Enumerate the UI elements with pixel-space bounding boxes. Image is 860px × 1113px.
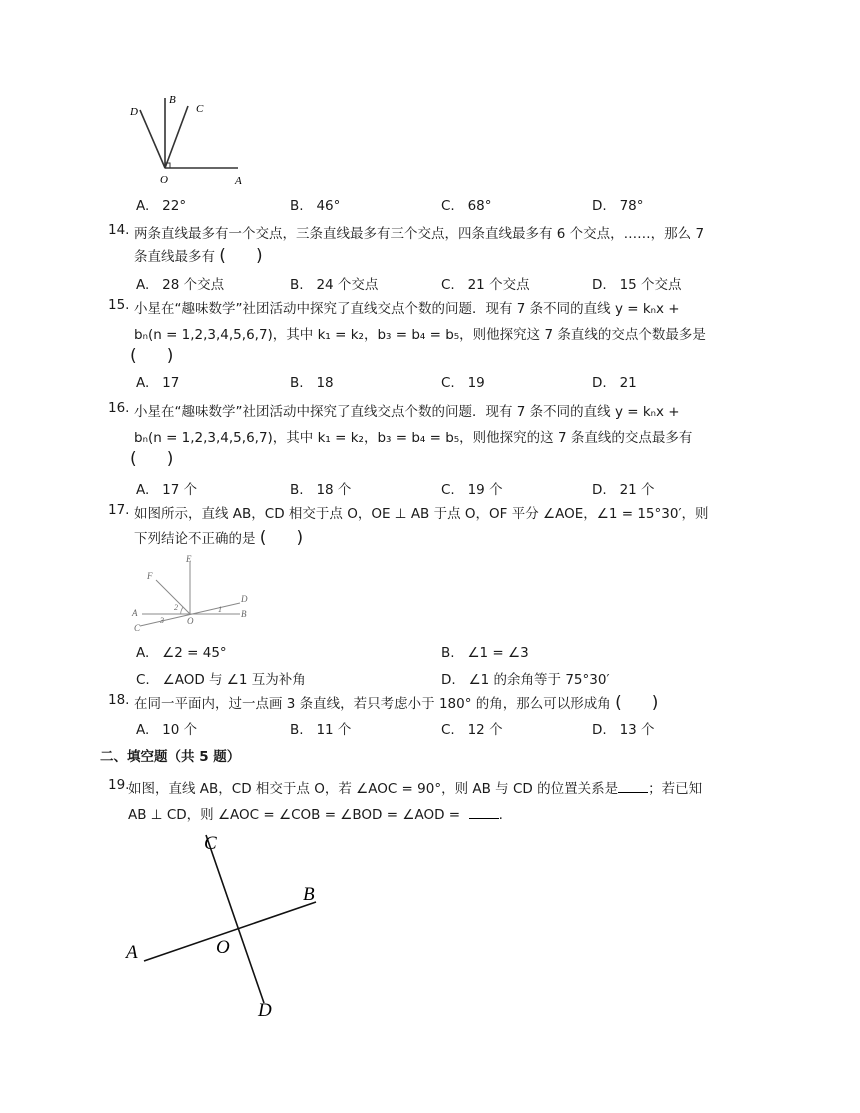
label-c: C (204, 833, 217, 854)
q19-line1-text: 如图，直线 AB，CD 相交于点 O，若 ∠AOC = 90°，则 AB 与 CD 的位置关系是 (128, 781, 619, 797)
q13-figure (120, 90, 260, 190)
option-b[interactable]: B. 18 个 (290, 482, 352, 498)
q18-line1 (134, 692, 658, 713)
answer-blank-2[interactable] (469, 806, 499, 819)
label-d: D (258, 1000, 272, 1021)
section-title: 二、填空题（共 5 题） (100, 749, 241, 765)
option-c[interactable]: C. 19 个 (441, 482, 503, 498)
q16-number: 16. (108, 400, 130, 416)
q17-number: 17. (108, 502, 130, 518)
option-b[interactable]: B. 18 (290, 375, 334, 391)
line-ab (144, 902, 316, 961)
label-c: C (196, 103, 204, 115)
option-b[interactable]: B. 24 个交点 (290, 277, 379, 293)
answer-paren-open: ( (130, 346, 137, 366)
label-c: C (134, 623, 141, 633)
q18-line1-text: 在同一平面内，过一点画 3 条直线，若只考虑小于 180° 的角，那么可以形成角 (134, 696, 611, 712)
label-e: E (186, 554, 192, 564)
q15-parens (130, 346, 173, 366)
q14-line2-text: 条直线最多有 (134, 249, 215, 265)
option-c[interactable]: C. 19 (441, 375, 485, 391)
q15-line2: bₙ(n = 1,2,3,4,5,6,7)，其中 k₁ = k₂，b₃ = b₄ = b₅，则他探究这 7 条直线的交点个数最多是 (134, 327, 706, 343)
option-a[interactable]: A. 17 个 (136, 482, 198, 498)
ray-of (156, 580, 190, 614)
option-a[interactable]: A. ∠2 = 45° (136, 645, 227, 661)
answer-paren-close: ) (166, 449, 174, 469)
label-angle-2: 2 (174, 603, 178, 612)
option-d[interactable]: D. 13 个 (592, 722, 655, 738)
option-c[interactable]: C. 12 个 (441, 722, 503, 738)
q19-line1 (128, 777, 702, 797)
label-b: B (169, 94, 176, 106)
label-a: A (132, 608, 138, 618)
q17-line2 (134, 527, 303, 548)
label-o: O (187, 616, 194, 626)
q17-figure (128, 552, 258, 634)
answer-paren-close: ) (296, 528, 304, 548)
answer-paren-close: ) (651, 693, 659, 713)
q19-line2 (128, 803, 503, 823)
answer-paren-open: ( (130, 449, 137, 469)
label-angle-1: 1 (218, 605, 222, 614)
q19-line1-end: ；若已知 (648, 781, 703, 797)
label-d: D (241, 594, 248, 604)
q18-number: 18. (108, 692, 130, 708)
q17-line2-text: 下列结论不正确的是 (134, 531, 256, 547)
q14-line2 (134, 245, 263, 266)
option-a[interactable]: A. 28 个交点 (136, 277, 225, 293)
q14-number: 14. (108, 222, 130, 238)
option-c[interactable]: C. 68° (441, 198, 492, 214)
answer-paren-close: ) (255, 246, 263, 266)
option-b[interactable]: B. 46° (290, 198, 341, 214)
q16-parens (130, 449, 173, 469)
q19-figure (120, 825, 340, 1025)
option-b[interactable]: B. ∠1 = ∠3 (441, 645, 529, 661)
option-b[interactable]: B. 11 个 (290, 722, 352, 738)
q19-number: 19. (108, 777, 130, 793)
ray-oc (165, 106, 188, 168)
option-a[interactable]: A. 22° (136, 198, 187, 214)
angle-arc-2 (181, 607, 183, 614)
q17-line1: 如图所示，直线 AB，CD 相交于点 O，OE ⊥ AB 于点 O，OF 平分 ∠AOE，∠1 = 15°30′，则 (134, 506, 709, 522)
option-d[interactable]: D. 21 (592, 375, 637, 391)
option-c[interactable]: C. ∠AOD 与 ∠1 互为补角 (136, 672, 306, 688)
option-d[interactable]: D. 15 个交点 (592, 277, 682, 293)
option-d[interactable]: D. 21 个 (592, 482, 655, 498)
q16-line2: bₙ(n = 1,2,3,4,5,6,7)，其中 k₁ = k₂，b₃ = b₄ = b₅，则他探究的这 7 条直线的交点最多有 (134, 430, 693, 446)
line-cd (206, 835, 264, 1003)
answer-paren-open: ( (615, 693, 622, 713)
label-o: O (216, 937, 230, 958)
answer-paren-open: ( (259, 528, 267, 548)
label-d: D (130, 106, 138, 118)
answer-blank-1[interactable] (618, 780, 648, 793)
option-d[interactable]: D. ∠1 的余角等于 75°30′ (441, 672, 610, 688)
q14-line1: 两条直线最多有一个交点，三条直线最多有三个交点，四条直线最多有 6 个交点，……，那么 7 (134, 226, 705, 242)
q15-line1: 小星在“趣味数学”社团活动中探究了直线交点个数的问题．现有 7 条不同的直线 y = kₙx + (134, 301, 680, 317)
q15-number: 15. (108, 297, 130, 313)
label-o: O (160, 174, 168, 186)
option-a[interactable]: A. 10 个 (136, 722, 198, 738)
q16-line1: 小星在“趣味数学”社团活动中探究了直线交点个数的问题．现有 7 条不同的直线 y = kₙx + (134, 404, 680, 420)
option-d[interactable]: D. 78° (592, 198, 644, 214)
label-f: F (147, 571, 153, 581)
option-a[interactable]: A. 17 (136, 375, 180, 391)
ray-od (140, 110, 165, 168)
answer-paren-close: ) (166, 346, 174, 366)
label-angle-3: 3 (160, 616, 164, 625)
label-a: A (126, 942, 138, 963)
option-c[interactable]: C. 21 个交点 (441, 277, 530, 293)
label-b: B (241, 609, 247, 619)
q19-line2-end: . (498, 807, 503, 823)
label-a: A (235, 175, 242, 187)
answer-paren-open: ( (219, 246, 226, 266)
q19-line2-text: AB ⊥ CD，则 ∠AOC = ∠COB = ∠BOD = ∠AOD = (128, 807, 461, 823)
label-b: B (303, 884, 315, 905)
